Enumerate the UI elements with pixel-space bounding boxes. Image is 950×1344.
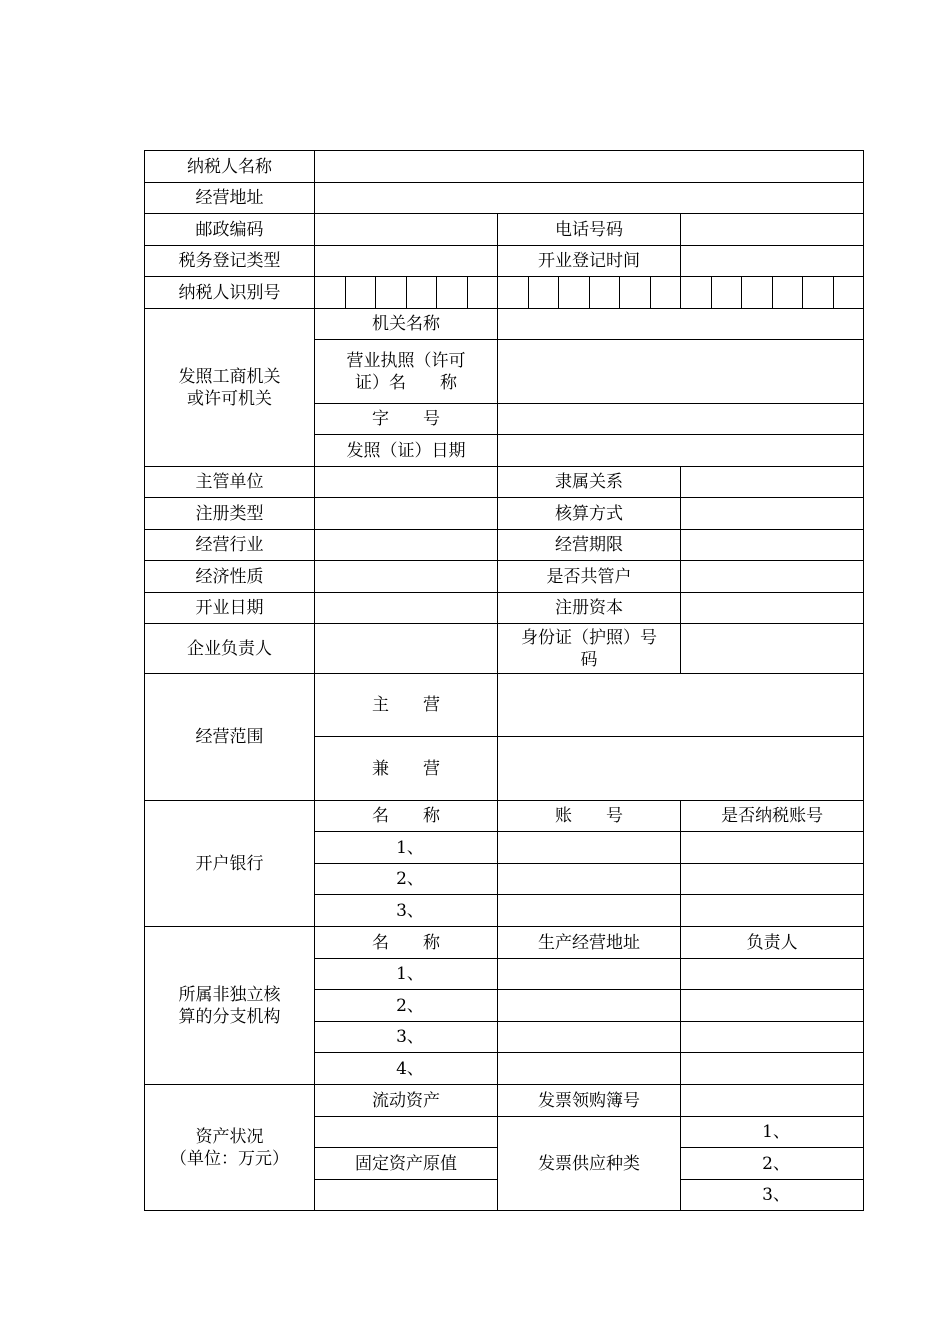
competent-unit-label: 主管单位: [145, 467, 315, 498]
fixed-assets-field[interactable]: [315, 1180, 498, 1211]
taxpayer-id-digit-box[interactable]: [712, 277, 742, 309]
branch-address-field[interactable]: [498, 1022, 681, 1053]
tax-registration-type-label: 税务登记类型: [145, 246, 315, 277]
issue-date-field[interactable]: [498, 435, 864, 467]
economic-nature-label: 经济性质: [145, 561, 315, 593]
business-industry-field[interactable]: [315, 530, 498, 561]
taxpayer-id-digit-box[interactable]: [803, 277, 834, 309]
taxpayer-name-label: 纳税人名称: [145, 151, 315, 183]
authority-name-label: 机关名称: [315, 309, 498, 340]
invoice-type-row[interactable]: 3、: [681, 1180, 864, 1211]
taxpayer-id-digit-box[interactable]: [529, 277, 559, 309]
taxpayer-id-row: [145, 277, 864, 309]
taxpayer-id-digit-box[interactable]: [773, 277, 803, 309]
business-address-label: 经营地址: [145, 183, 315, 214]
current-assets-label: 流动资产: [315, 1085, 498, 1117]
id-passport-number-field[interactable]: [681, 624, 864, 674]
taxpayer-id-digit-box[interactable]: [681, 277, 712, 309]
taxpayer-id-digit-box[interactable]: [315, 277, 346, 309]
branch-head-field[interactable]: [681, 990, 864, 1022]
branches-label: 所属非独立核 算的分支机构: [145, 927, 315, 1085]
taxpayer-id-label: 纳税人识别号: [145, 277, 315, 309]
id-passport-number-label: 身份证（护照）号 码: [498, 624, 681, 674]
invoice-type-row[interactable]: 2、: [681, 1148, 864, 1180]
affiliation-label: 隶属关系: [498, 467, 681, 498]
taxpayer-id-digit-box[interactable]: [407, 277, 437, 309]
phone-number-label: 电话号码: [498, 214, 681, 246]
taxpayer-id-digit-box[interactable]: [590, 277, 620, 309]
invoice-supply-types-label: 发票供应种类: [498, 1117, 681, 1211]
tax-account-field[interactable]: [681, 832, 864, 864]
co-managed-field[interactable]: [681, 561, 864, 593]
tax-account-header: 是否纳税账号: [681, 801, 864, 832]
tax-account-field[interactable]: [681, 895, 864, 927]
competent-unit-field[interactable]: [315, 467, 498, 498]
accounting-method-field[interactable]: [681, 498, 864, 530]
taxpayer-id-digit-box[interactable]: [346, 277, 376, 309]
business-term-label: 经营期限: [498, 530, 681, 561]
taxpayer-id-digit-box[interactable]: [376, 277, 407, 309]
registration-type-label: 注册类型: [145, 498, 315, 530]
fixed-assets-label: 固定资产原值: [315, 1148, 498, 1180]
business-address-field[interactable]: [315, 183, 864, 214]
registration-type-field[interactable]: [315, 498, 498, 530]
taxpayer-id-digit-box[interactable]: [834, 277, 864, 309]
economic-nature-field[interactable]: [315, 561, 498, 593]
branch-head-field[interactable]: [681, 1022, 864, 1053]
branch-address-field[interactable]: [498, 1053, 681, 1085]
taxpayer-name-field[interactable]: [315, 151, 864, 183]
tax-account-field[interactable]: [681, 864, 864, 895]
branch-row-number[interactable]: 2、: [315, 990, 498, 1022]
branch-address-field[interactable]: [498, 990, 681, 1022]
license-name-field[interactable]: [498, 340, 864, 404]
side-business-label: 兼 营: [315, 737, 498, 801]
business-term-field[interactable]: [681, 530, 864, 561]
bank-account-field[interactable]: [498, 864, 681, 895]
registered-capital-field[interactable]: [681, 593, 864, 624]
taxpayer-id-digit-box[interactable]: [468, 277, 498, 309]
tax-registration-form: [144, 150, 864, 1211]
taxpayer-id-digit-box[interactable]: [498, 277, 529, 309]
business-scope-label: 经营范围: [145, 674, 315, 801]
bank-label: 开户银行: [145, 801, 315, 927]
invoice-book-number-label: 发票领购簿号: [498, 1085, 681, 1117]
branch-head-field[interactable]: [681, 959, 864, 990]
affiliation-field[interactable]: [681, 467, 864, 498]
branch-head-field[interactable]: [681, 1053, 864, 1085]
assets-label: 资产状况 （单位：万元）: [145, 1085, 315, 1211]
account-header: 账 号: [498, 801, 681, 832]
taxpayer-id-digit-box[interactable]: [620, 277, 651, 309]
bank-name-header: 名 称: [315, 801, 498, 832]
taxpayer-id-digit-box[interactable]: [437, 277, 468, 309]
branch-address-field[interactable]: [498, 959, 681, 990]
bank-row-number[interactable]: 2、: [315, 864, 498, 895]
opening-registration-time-label: 开业登记时间: [498, 246, 681, 277]
postal-code-label: 邮政编码: [145, 214, 315, 246]
opening-date-label: 开业日期: [145, 593, 315, 624]
authority-name-field[interactable]: [498, 309, 864, 340]
side-business-field[interactable]: [498, 737, 864, 801]
license-number-label: 字 号: [315, 404, 498, 435]
bank-row-number[interactable]: 3、: [315, 895, 498, 927]
tax-registration-type-field[interactable]: [315, 246, 498, 277]
registered-capital-label: 注册资本: [498, 593, 681, 624]
bank-row-number[interactable]: 1、: [315, 832, 498, 864]
main-business-field[interactable]: [498, 674, 864, 737]
issuing-authority-label: 发照工商机关 或许可机关: [145, 309, 315, 467]
person-in-charge-header: 负责人: [681, 927, 864, 959]
opening-date-field[interactable]: [315, 593, 498, 624]
branch-name-header: 名 称: [315, 927, 498, 959]
invoice-book-number-field[interactable]: [681, 1085, 864, 1117]
enterprise-head-field[interactable]: [315, 624, 498, 674]
taxpayer-id-digit-box[interactable]: [559, 277, 590, 309]
phone-number-field[interactable]: [681, 214, 864, 246]
bank-account-field[interactable]: [498, 832, 681, 864]
bank-account-field[interactable]: [498, 895, 681, 927]
postal-code-field[interactable]: [315, 214, 498, 246]
taxpayer-id-digit-box[interactable]: [651, 277, 681, 309]
invoice-type-row[interactable]: 1、: [681, 1117, 864, 1148]
business-industry-label: 经营行业: [145, 530, 315, 561]
branch-row-number[interactable]: 1、: [315, 959, 498, 990]
opening-registration-time-field[interactable]: [681, 246, 864, 277]
branch-row-number[interactable]: 3、: [315, 1022, 498, 1053]
current-assets-field[interactable]: [315, 1117, 498, 1148]
main-business-label: 主 营: [315, 674, 498, 737]
license-number-field[interactable]: [498, 404, 864, 435]
accounting-method-label: 核算方式: [498, 498, 681, 530]
branch-row-number[interactable]: 4、: [315, 1053, 498, 1085]
taxpayer-id-digit-box[interactable]: [742, 277, 773, 309]
issue-date-label: 发照（证）日期: [315, 435, 498, 467]
enterprise-head-label: 企业负责人: [145, 624, 315, 674]
production-address-header: 生产经营地址: [498, 927, 681, 959]
co-managed-label: 是否共管户: [498, 561, 681, 593]
license-name-label: 营业执照（许可 证）名 称: [315, 340, 498, 404]
